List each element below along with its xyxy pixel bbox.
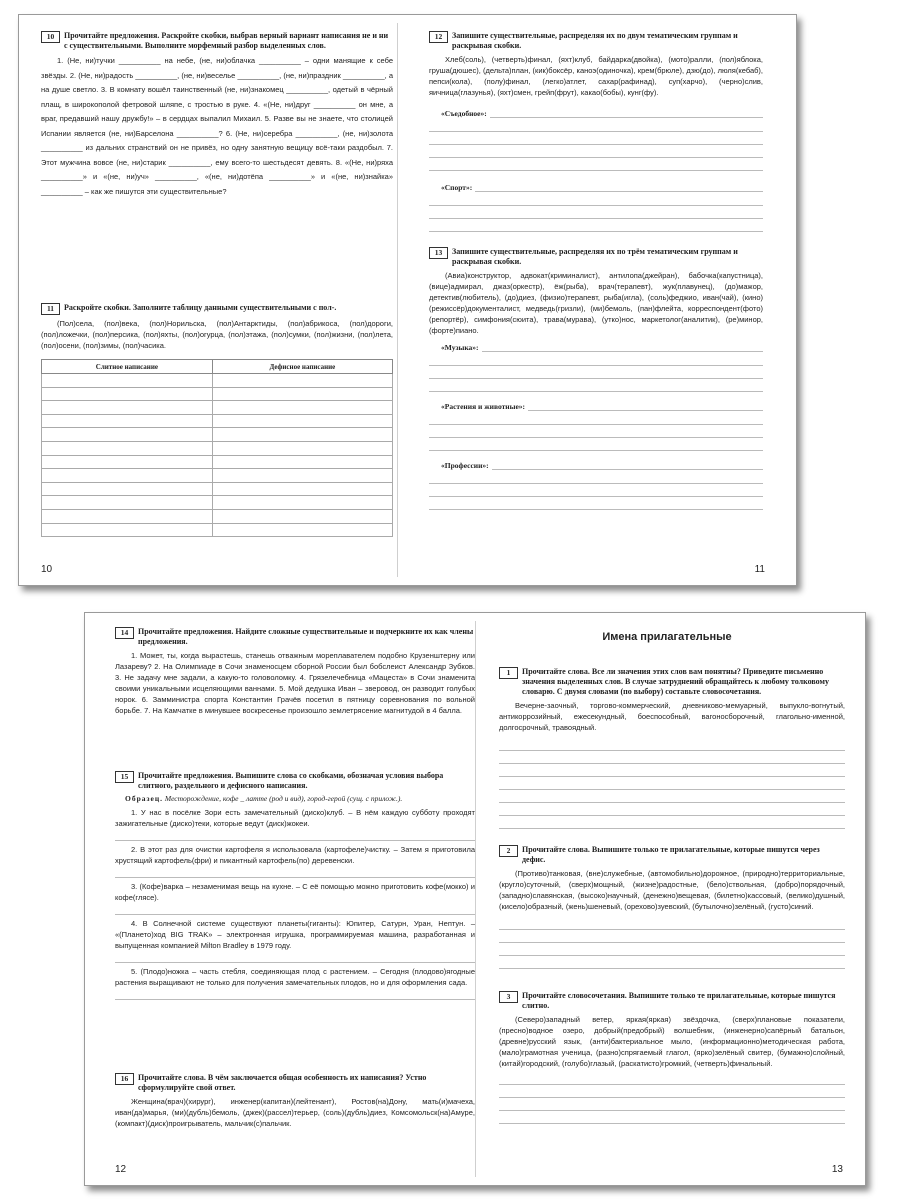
task-text: 1. Может, ты, когда вырастешь, станешь отважным мореплавателем подобно Крузенштерну или Лазареву? 2. На Олимпиаде в Сочи знаменосцем сборной России был бобслеист Александр Зубков. 3. Не задачу мне задали, а какую-то головоломку. 4. Грязелечебница «Мацеста» в Сочи знаменита своими уникальными исцеляющими ваннами. 5. Мой дедушка Иван – зверовод, он разводит голубых норок. 6. Замминистра спорта Константин Грачёв посетил в пятницу соревнования по вольной борьбе. 7. На Камчатке в минувшее воскресенье произошло землетрясение магнитудой в 4 балла. bbox=[115, 651, 475, 715]
task-14 bbox=[115, 627, 475, 716]
table-row bbox=[42, 496, 393, 510]
table-row bbox=[42, 441, 393, 455]
page-13 bbox=[477, 613, 857, 1185]
table-row bbox=[42, 482, 393, 496]
task-number: 15 bbox=[115, 771, 134, 783]
answer-line[interactable] bbox=[499, 739, 845, 751]
sentence: 1. У нас в посёлке Зори есть замечательный (диско)клуб. – В нём каждую субботу проходят зажигательные (диско)теки, которые ведут (диск)жокеи. bbox=[115, 808, 475, 828]
answer-line[interactable] bbox=[499, 1112, 845, 1124]
table-row bbox=[42, 401, 393, 415]
table-row bbox=[42, 428, 393, 442]
page-number: 13 bbox=[831, 1164, 843, 1175]
category-food: «Съедобное»: bbox=[441, 106, 763, 118]
bottom-spread bbox=[84, 612, 866, 1186]
answer-line[interactable] bbox=[429, 159, 763, 171]
sample bbox=[115, 794, 475, 804]
answer-line[interactable] bbox=[429, 207, 763, 219]
task-instruction: Прочитайте словосочетания. Выпишите только те прилагательные, которые пишутся слитно. bbox=[522, 991, 836, 1010]
answer-line[interactable] bbox=[499, 752, 845, 764]
answer-line[interactable] bbox=[429, 380, 763, 392]
answer-line[interactable] bbox=[429, 194, 763, 206]
task-instruction: Запишите существительные, распределяя их по двум тематическим группам и раскрывая скобки. bbox=[452, 31, 738, 50]
task-10 bbox=[41, 31, 393, 199]
answer-line[interactable] bbox=[429, 485, 763, 497]
sample-label: Образец. bbox=[125, 794, 164, 803]
task-instruction: Раскройте скобки. Заполните таблицу данными существительными с пол-. bbox=[64, 303, 337, 312]
task-16 bbox=[115, 1073, 475, 1129]
answer-line[interactable] bbox=[499, 791, 845, 803]
page-number: 11 bbox=[754, 564, 765, 575]
answer-line[interactable] bbox=[499, 1086, 845, 1098]
sentence: 4. В Солнечной системе существуют планеты(гиганты): Юпитер, Сатурн, Уран, Нептун. – «(Плането)ход BIG TRAK» – электронная игрушка, программируемая машина, разработанная и выпущенная компанией Milton Bradley в 1979 году. bbox=[115, 919, 475, 950]
answer-line[interactable] bbox=[499, 804, 845, 816]
page-12 bbox=[85, 613, 475, 1185]
gutter bbox=[475, 621, 476, 1177]
task-1 bbox=[499, 667, 845, 830]
sentence: 5. (Плодо)ножка – часть стебля, соединяющая плод с растением. – Сегодня (плодово)ягодные растения выращивают не только для получения замечательных плодов, но и для оформления сада. bbox=[115, 967, 475, 987]
page-number: 12 bbox=[115, 1164, 127, 1175]
gutter bbox=[397, 23, 398, 577]
answer-line[interactable] bbox=[499, 1073, 845, 1085]
task-text: 1. (Не, ни)тучки __________ на небе, (не, ни)облачка __________ – одни манящие к себе звёзды. 2. (Не, ни)радость __________, (не, ни)веселье __________, (не, ни)праздник __________, а на душе светло. 3. В комнату вошёл таинственный (не, ни)знакомец __________, одетый в чёрный плащ, в широкополой фетровой шляпе, с тростью в руке. 4. «(Не, ни)друг __________ он мне, а враг, предавший нашу дружбу!» – в сердцах выпалил Михаил. 5. Разве вы не знаете, что столицей Испании является (не, ни)Барселона __________? 6. (Не, ни)серебра __________, (не, ни)золота __________ из дальних странствий он не привёз, но одну занятную вещицу всё-таки раздобыл. 7. Этот мужчина вовсе (не, ни)старик __________, ему всего-то шестьдесят девять. 8. «(Не, ни)ряха __________» и «(не, ни)уч» __________, «(не, ни)дотёпа __________» и «(не, ни)знайка» __________ – как же пишутся эти существительные? bbox=[41, 56, 393, 196]
answer-line[interactable] bbox=[115, 866, 475, 878]
answer-line[interactable] bbox=[499, 957, 845, 969]
task-number: 13 bbox=[429, 247, 448, 259]
task-11 bbox=[41, 303, 393, 537]
answer-line[interactable] bbox=[499, 765, 845, 777]
task-text: (Северо)западный ветер, яркая(яркая) звёздочка, (сверх)плановые показатели, (пресно)водное озеро, добрый(предобрый) волшебник, (инженерно)сапёрный батальон, (древне)русский язык, (анти)бактериальное мыло, (информационно)методическая работа, (мало)грамотная ученица, (разно)спрягаемый глагол, (ярко)зелёный свитер, (бумажно)слойный, (китай)городский, (голубо)глазый, (раскатисто)громкий, (четверть)финальный. bbox=[499, 1015, 845, 1068]
table-row bbox=[42, 523, 393, 537]
task-number: 1 bbox=[499, 667, 518, 679]
task-text: (Авиа)конструктор, адвокат(криминалист), антилопа(джейран), бабочка(капустница), (вице)адмирал, джаз(оркестр), ёж(рыба), врач(терапевт), жук(плавунец), (до)мажор, детектив(любитель), (до)диез, (физио)терапевт, рыба(игла), (соль)феджио, иван(чай), (кино)(режиссёр)документалист, медведь(гризли), (ми)бемоль, (пан)флейта, корреспондент(фото)(репортёр), симфония(сюита), трава(мурава), (утко)нос, маркетолог(аналитик), (ре)минор, (форте)пиано. bbox=[429, 271, 763, 335]
table-row bbox=[42, 455, 393, 469]
task-15 bbox=[115, 771, 475, 1001]
task-13 bbox=[429, 247, 763, 511]
top-spread bbox=[18, 14, 797, 586]
task-12 bbox=[429, 31, 763, 233]
answer-line[interactable] bbox=[499, 817, 845, 829]
task-instruction: Прочитайте предложения. Выпишите слова со скобками, обозначая условия выбора слитного, раздельного и дефисного написания. bbox=[138, 771, 444, 790]
task-instruction: Прочитайте слова. Все ли значения этих слов вам понятны? Приведите письменно значения выделенных слов. В случае затруднений обращайтесь к любому толковому словарю. С двумя словами (по выбору) составьте словосочетания. bbox=[522, 667, 829, 696]
answer-line[interactable] bbox=[429, 439, 763, 451]
answer-line[interactable] bbox=[115, 829, 475, 841]
answer-line[interactable] bbox=[429, 354, 763, 366]
answer-table bbox=[41, 359, 393, 537]
task-2 bbox=[499, 845, 845, 970]
task-text: Вечерне-заочный, торгово-коммерческий, дневниково-мемуарный, выпукло-вогнутый, антикоррозийный, ежесекундный, боеспособный, вагоносборочный, глагольно-именной, долгосрочный, травоядный. bbox=[499, 701, 845, 732]
answer-line[interactable] bbox=[429, 413, 763, 425]
task-instruction: Прочитайте слова. Выпишите только те прилагательные, которые пишутся через дефис. bbox=[522, 845, 820, 864]
table-row bbox=[42, 387, 393, 401]
sample-text: Месторождение, кофе _ латте (род и вид), город-герой (сущ. с прилож.). bbox=[164, 794, 403, 803]
answer-line[interactable] bbox=[429, 133, 763, 145]
answer-line[interactable] bbox=[429, 426, 763, 438]
sentence: 3. (Кофе)варка – незаменимая вещь на кухне. – С её помощью можно приготовить кофе(мокко) и кофе(глясе). bbox=[115, 882, 475, 902]
task-number: 10 bbox=[41, 31, 60, 43]
answer-line[interactable] bbox=[429, 472, 763, 484]
page-number: 10 bbox=[41, 564, 53, 575]
task-number: 14 bbox=[115, 627, 134, 639]
task-number: 3 bbox=[499, 991, 518, 1003]
task-3 bbox=[499, 991, 845, 1125]
answer-line[interactable] bbox=[499, 1099, 845, 1111]
answer-line[interactable] bbox=[429, 146, 763, 158]
task-number: 16 bbox=[115, 1073, 134, 1085]
task-text: Женщина(врач)(хирург), инженер(капитан)(лейтенант), Ростов(на)Дону, мать(и)мачеха, иван(да)марья, (ми)(дубль)бемоль, (джек)(рассел)терьер, (соль)(дубль)диез, Комсомольск(на)Амуре, (компакт)(диск)проигрыватель, мальчик(с)пальчик. bbox=[115, 1097, 475, 1128]
task-text: Хлеб(соль), (четверть)финал, (яхт)клуб, байдарка(двойка), (мото)ралли, (пол)яблока, груша(дюшес), (дельта)план, (кик)боксёр, каноэ(одиночка), крем(брюле), дзю(до), люля(кебаб), пепси(кола), (полу)финал, (легко)атлет, сахар(рафинад), суп(харчо), (черно)слив, яичница(глазунья), (яхт)смен, грейп(фрут), какао(бобы), кунг(фу). bbox=[429, 55, 763, 97]
task-instruction: Прочитайте предложения. Найдите сложные существительные и подчеркните их как члены предложения. bbox=[138, 627, 474, 646]
answer-line[interactable] bbox=[499, 944, 845, 956]
answer-line[interactable] bbox=[429, 367, 763, 379]
table-row bbox=[42, 469, 393, 483]
table-row bbox=[42, 509, 393, 523]
sentence: 2. В этот раз для очистки картофеля я использовала (картофеле)чистку. – Затем я приготовила хрустящий картофель(фри) и пикантный картофель(по) деревенски. bbox=[115, 845, 475, 865]
answer-line[interactable] bbox=[115, 951, 475, 963]
answer-line[interactable] bbox=[429, 220, 763, 232]
answer-line[interactable] bbox=[499, 918, 845, 930]
answer-line[interactable] bbox=[115, 903, 475, 915]
task-instruction: Прочитайте слова. В чём заключается общая особенность их написания? Устно сформулируйте свой ответ. bbox=[138, 1073, 427, 1092]
answer-line[interactable] bbox=[115, 988, 475, 1000]
table-header-solid: Слитное написание bbox=[42, 360, 213, 374]
task-number: 12 bbox=[429, 31, 448, 43]
answer-line[interactable] bbox=[429, 120, 763, 132]
table-row bbox=[42, 414, 393, 428]
task-instruction: Прочитайте предложения. Раскройте скобки, выбрав верный вариант написания не и ни с существительными. Выполните морфемный разбор выделенных слов. bbox=[64, 31, 389, 50]
category-professions: «Профессии»: bbox=[441, 458, 763, 470]
task-number: 2 bbox=[499, 845, 518, 857]
task-number: 11 bbox=[41, 303, 60, 315]
answer-line[interactable] bbox=[499, 778, 845, 790]
task-instruction: Запишите существительные, распределяя их по трём тематическим группам и раскрывая скобки. bbox=[452, 247, 738, 266]
category-music: «Музыка»: bbox=[441, 340, 763, 352]
task-text: (Пол)села, (пол)века, (пол)Норильска, (пол)Антарктиды, (пол)абрикоса, (пол)дороги, (пол)ложечки, (пол)персика, (пол)яхты, (пол)огурца, (пол)этажа, (пол)сумки, (пол)жизни, (пол)лета, (пол)осени, (пол)зимы, (пол)часика. bbox=[41, 319, 393, 350]
section-title: Имена прилагательные bbox=[602, 631, 732, 643]
page-10 bbox=[19, 15, 397, 585]
page-11 bbox=[399, 15, 779, 585]
table-row bbox=[42, 374, 393, 388]
category-sport: «Спорт»: bbox=[441, 180, 763, 192]
answer-line[interactable] bbox=[499, 931, 845, 943]
table-header-hyphen: Дефисное написание bbox=[212, 360, 392, 374]
category-plants-animals: «Растения и животные»: bbox=[441, 399, 763, 411]
answer-line[interactable] bbox=[429, 498, 763, 510]
task-text: (Противо)танковая, (вне)служебные, (автомобильно)дорожное, (природно)территориальные, (кругло)суточный, (сверх)мощный, (жизне)радостные, (бело)ствольная, (добро)порядочный, (западно)славянская, (высоко)научный, (денежно)вещевая, (билетно)кассовый, (велико)душный, (кисело)образный, (жень)шеневый, (орехово)зуевский, (бутылочно)зелёный, (густо)синий. bbox=[499, 869, 845, 911]
